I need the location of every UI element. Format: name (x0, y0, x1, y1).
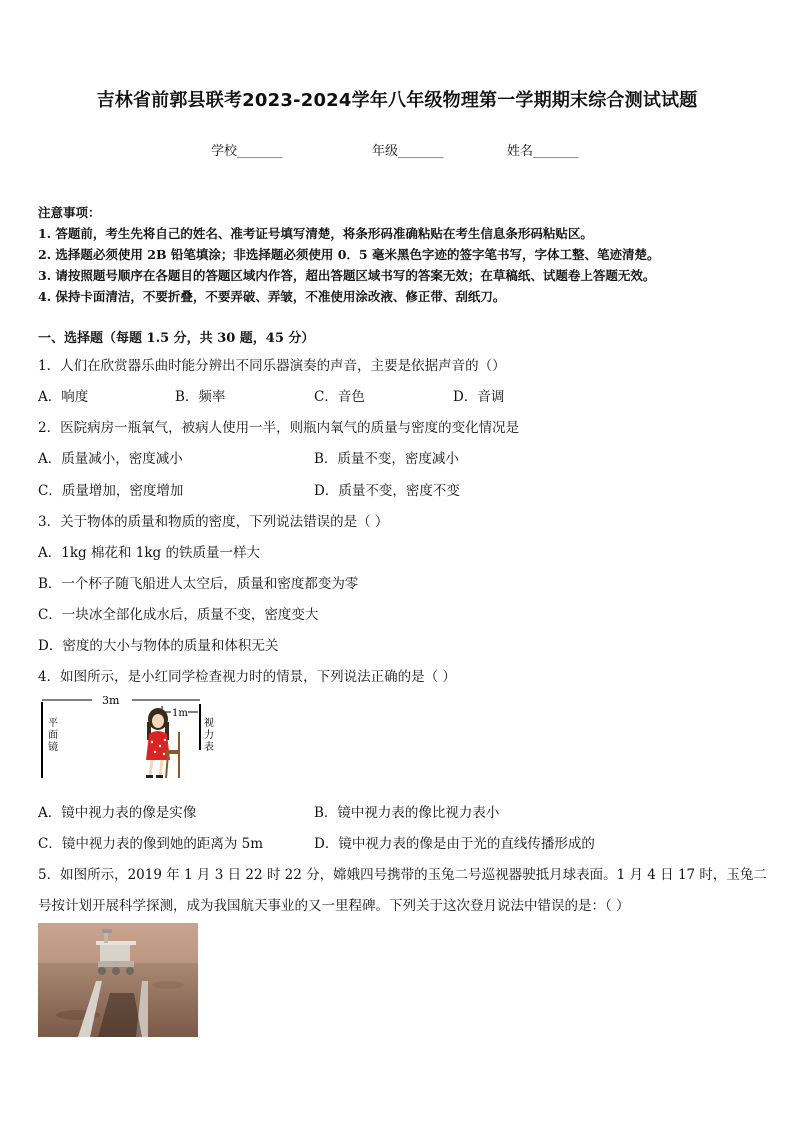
page-title: 吉林省前郭县联考2023-2024学年八年级物理第一学期期末综合测试试题 (96, 90, 698, 111)
q4-option-d: D．镜中视力表的像是由于光的直线传播形成的 (314, 836, 595, 852)
question-5-stem-line2: 号按计划开展科学探测，成为我国航天事业的又一里程碑。下列关于这次登月说法中错误的是：（ ） (38, 898, 630, 914)
chart-label-3: 表 (204, 742, 214, 753)
q4-option-b: B．镜中视力表的像比视力表小 (314, 805, 500, 821)
eye-test-diagram (38, 692, 228, 787)
q3-option-b: B．一个杯子随飞船进人太空后，质量和密度都变为零 (38, 576, 359, 592)
question-5-stem-line1: 5．如图所示，2019 年 1 月 3 日 22 时 22 分，嫦娥四号携带的玉兔二号巡视器驶抵月球表面。1 月 4 日 17 时，玉兔二 (38, 867, 767, 883)
notice-item: 4. 保持卡面清洁，不要折叠，不要弄破、弄皱，不准使用涂改液、修正带、刮纸刀。 (38, 289, 506, 304)
dimension-1m: 1m (172, 708, 188, 719)
mirror-label-3: 镜 (48, 742, 58, 753)
q3-option-a: A．1kg 棉花和 1kg 的铁质量一样大 (38, 545, 260, 561)
dimension-3m: 3m (102, 694, 120, 707)
q1-option-c: C．音色 (314, 389, 365, 405)
question-2-stem: 2．医院病房一瓶氧气，被病人使用一半，则瓶内氧气的质量与密度的变化情况是 (38, 420, 520, 436)
question-1-stem: 1．人们在欣赏器乐曲时能分辨出不同乐器演奏的声音，主要是依据声音的（） (38, 358, 506, 374)
q1-option-a: A．响度 (38, 389, 89, 405)
notice-item: 2. 选择题必须使用 2B 铅笔填涂；非选择题必须使用 0．5 毫米黑色字迹的签字笔书写，字体工整、笔迹清楚。 (38, 247, 660, 262)
q1-option-b: B．频率 (175, 389, 226, 405)
q4-option-a: A．镜中视力表的像是实像 (38, 805, 197, 821)
q1-option-d: D．音调 (453, 389, 505, 405)
grade-field: 年级_______ (372, 144, 444, 159)
q3-option-d: D．密度的大小与物体的质量和体积无关 (38, 638, 279, 654)
q2-option-d: D．质量不变，密度不变 (314, 483, 460, 499)
notice-item: 1. 答题前，考生先将自己的姓名、准考证号填写清楚，将条形码准确粘贴在考生信息条形码粘贴区。 (38, 226, 593, 241)
moon-rover-photo (38, 923, 198, 1037)
notice-heading: 注意事项： (38, 205, 101, 220)
question-4-stem: 4．如图所示，是小红同学检查视力时的情景，下列说法正确的是（ ） (38, 669, 456, 685)
name-field: 姓名_______ (507, 144, 579, 159)
mirror-label-1: 平 (48, 718, 58, 729)
chart-label-1: 视 (204, 718, 214, 729)
mirror-label-2: 面 (48, 730, 58, 741)
q2-option-c: C．质量增加，密度增加 (38, 483, 184, 499)
notice-item: 3. 请按照题号顺序在各题目的答题区域内作答，超出答题区域书写的答案无效；在草稿纸、试题卷上答题无效。 (38, 268, 656, 283)
school-field: 学校_______ (211, 144, 283, 159)
q2-option-b: B．质量不变，密度减小 (314, 451, 459, 467)
q2-option-a: A．质量减小，密度减小 (38, 451, 183, 467)
chart-label-2: 力 (204, 730, 214, 741)
eye-test-figure (38, 692, 228, 787)
q3-option-c: C．一块冰全部化成水后，质量不变，密度变大 (38, 607, 319, 623)
question-3-stem: 3．关于物体的质量和物质的密度，下列说法错误的是（ ） (38, 514, 389, 530)
section-title: 一、选择题（每题 1.5 分，共 30 题，45 分） (38, 331, 315, 346)
moon-rover-illustration (38, 923, 198, 1037)
q4-option-c: C．镜中视力表的像到她的距离为 5m (38, 836, 264, 852)
